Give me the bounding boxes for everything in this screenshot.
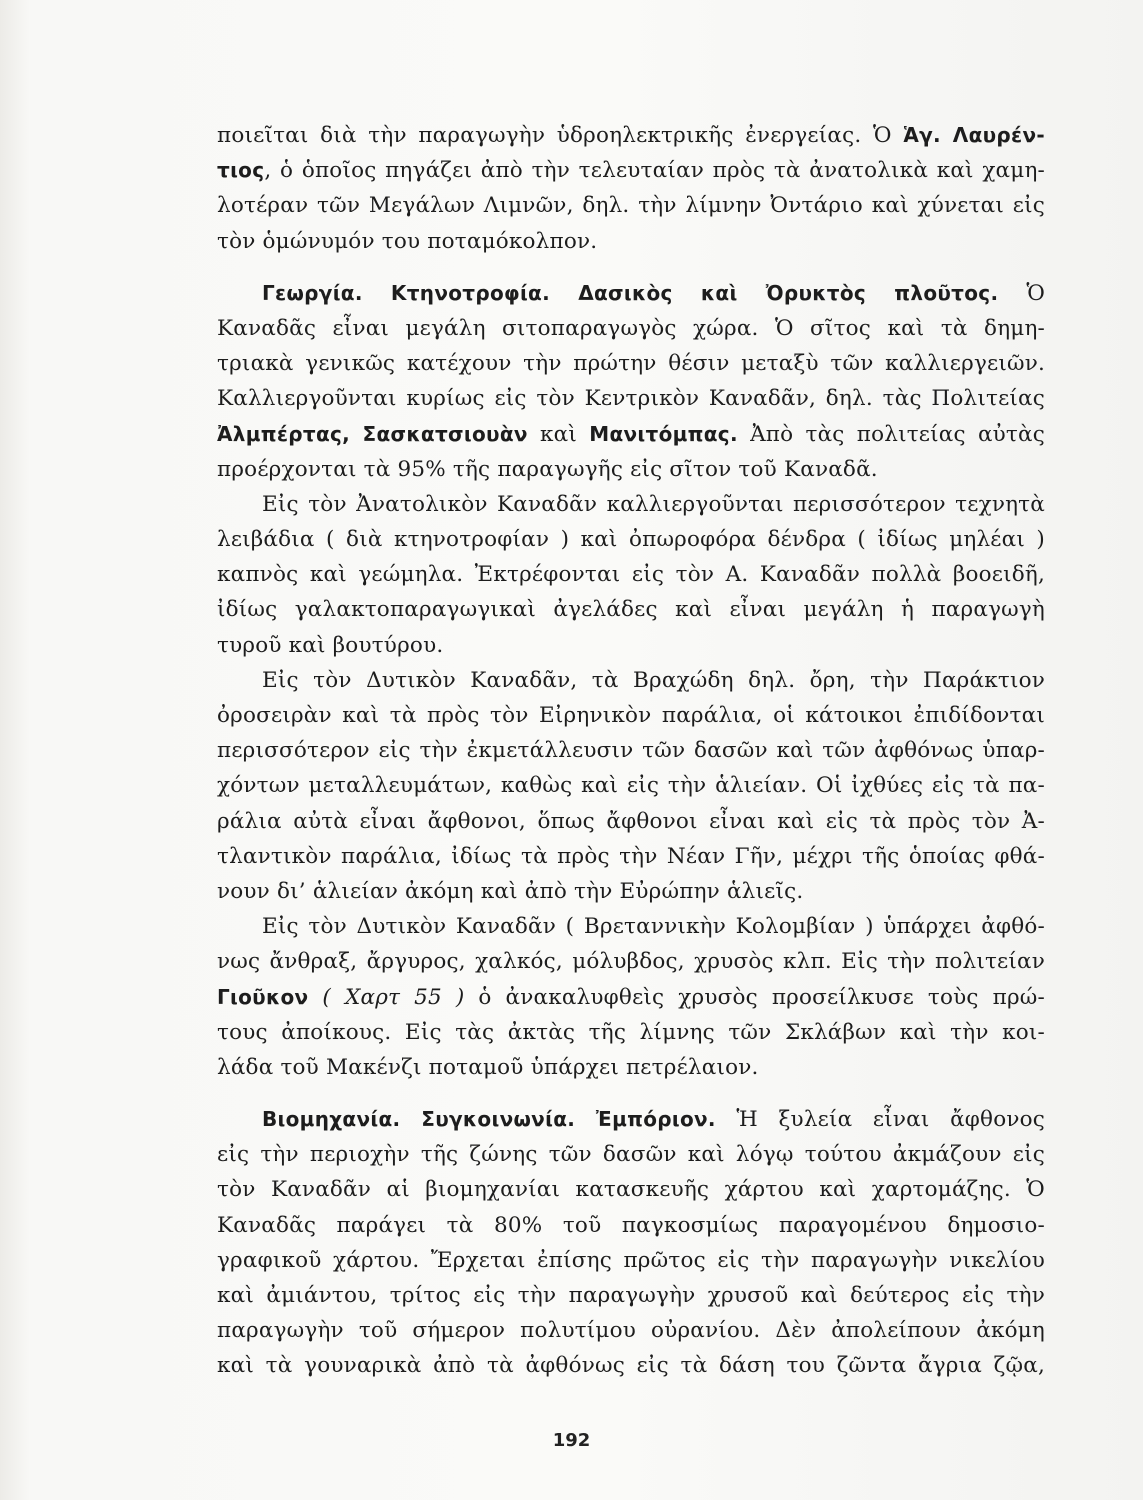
text-line: λειβάδια ( διὰ κτηνοτροφίαν ) καὶ ὀπωροφόρα δένδρα ( ἰδίως μηλέαι ) bbox=[217, 527, 1045, 553]
text-line: γραφικοῦ χάρτου. Ἔρχεται ἐπίσης πρῶτος εἰς τὴν παραγωγὴν νικελίου bbox=[217, 1247, 1045, 1273]
text-line: Καναδᾶς εἶναι μεγάλη σιτοπαραγωγὸς χώρα. Ὁ σῖτος καὶ τὰ δημη- bbox=[217, 315, 1045, 341]
text-line: εἰς τὴν περιοχὴν τῆς ζώνης τῶν δασῶν καὶ λόγῳ τούτου ἀκμάζουν εἰς bbox=[217, 1142, 1045, 1168]
text-line: Εἰς τὸν Δυτικὸν Καναδᾶν, τὰ Βραχώδη δηλ. ὄρη, τὴν Παράκτιον bbox=[262, 667, 1045, 693]
text-line: τὸν Καναδᾶν αἱ βιομηχανίαι κατασκευῆς χάρτου καὶ χαρτομάζης. Ὁ bbox=[217, 1177, 1045, 1203]
text-line: νως ἄνθραξ, ἄργυρος, χαλκός, μόλυβδος, χρυσὸς κλπ. Εἰς τὴν πολιτείαν bbox=[217, 949, 1045, 975]
text-line: ράλια αὐτὰ εἶναι ἄφθονοι, ὅπως ἄφθονοι εἶναι καὶ εἰς τὰ πρὸς τὸν Ἀ- bbox=[217, 808, 1045, 834]
text-line: καὶ τὰ γουναρικὰ ἀπὸ τὰ ἀφθόνως εἰς τὰ δάση του ζῶντα ἄγρια ζῷα, bbox=[217, 1353, 1045, 1379]
section-heading-industry: Βιομηχανία. Συγκοινωνία. Ἐμπόριον. Ἡ ξυλεία εἶναι ἄφθονος bbox=[262, 1107, 1045, 1133]
text-line: χόντων μεταλλευμάτων, καθὼς καὶ εἰς τὴν ἁλιείαν. Οἱ ἰχθύες εἰς τὰ πα- bbox=[217, 773, 1045, 799]
text-line: παραγωγὴν τοῦ σήμερον πολυτίμου οὐρανίου. Δὲν ἀπολείπουν ἀκόμη bbox=[217, 1318, 1045, 1344]
text-line: τυροῦ καὶ βουτύρου. bbox=[217, 632, 444, 658]
text-line: τὸν ὁμώνυμόν του ποταμόκολπον. bbox=[217, 228, 598, 254]
section-heading-agriculture: Γεωργία. Κτηνοτροφία. Δασικὸς καὶ Ὀρυκτὸς πλοῦτος. Ὁ bbox=[262, 280, 1045, 306]
text-line: λάδα τοῦ Μακένζι ποταμοῦ ὑπάρχει πετρέλαιον. bbox=[217, 1054, 759, 1080]
text-line: Εἰς τὸν Δυτικὸν Καναδᾶν ( Βρεταννικὴν Κολομβίαν ) ὑπάρχει ἀφθό- bbox=[262, 914, 1045, 940]
text-line: περισσότερον εἰς τὴν ἐκμετάλλευσιν τῶν δασῶν καὶ τῶν ἀφθόνως ὑπαρ- bbox=[217, 738, 1045, 764]
text-line: τλαντικὸν παράλια, ἰδίως τὰ πρὸς τὴν Νέαν Γῆν, μέχρι τῆς ὁποίας φθά- bbox=[217, 843, 1045, 869]
text-line: λοτέραν τῶν Μεγάλων Λιμνῶν, δηλ. τὴν λίμνην Ὀντάριο καὶ χύνεται εἰς bbox=[217, 193, 1045, 219]
text-line: Καναδᾶς παράγει τὰ 80% τοῦ παγκοσμίως παραγομένου δημοσιο- bbox=[217, 1212, 1045, 1238]
text-line: τους ἀποίκους. Εἰς τὰς ἀκτὰς τῆς λίμνης τῶν Σκλάβων καὶ τὴν κοι- bbox=[217, 1019, 1045, 1045]
text-line: Ἀλμπέρτας, Σασκατσιουὰν καὶ Μανιτόμπας. Ἀπὸ τὰς πολιτείας αὐτὰς bbox=[217, 421, 1045, 447]
text-line: ἰδίως γαλακτοπαραγωγικαὶ ἀγελάδες καὶ εἶναι μεγάλη ἡ παραγωγὴ bbox=[217, 597, 1045, 623]
text-line: Γιοῦκον ( Χαρτ 55 ) ὁ ἀνακαλυφθεὶς χρυσὸς προσείλκυσε τοὺς πρώ- bbox=[217, 984, 1045, 1010]
page-number: 192 bbox=[552, 1430, 591, 1451]
text-line: Καλλιεργοῦνται κυρίως εἰς τὸν Κεντρικὸν Καναδᾶν, δηλ. τὰς Πολιτείας bbox=[217, 386, 1045, 412]
text-line: καὶ ἀμιάντου, τρίτος εἰς τὴν παραγωγὴν χρυσοῦ καὶ δεύτερος εἰς τὴν bbox=[217, 1283, 1045, 1308]
text-line: ὀροσειρὰν καὶ τὰ πρὸς τὸν Εἰρηνικὸν παράλια, οἱ κάτοικοι ἐπιδίδονται bbox=[217, 703, 1045, 728]
text-line: τιος, ὁ ὁποῖος πηγάζει ἀπὸ τὴν τελευταίαν πρὸς τὰ ἀνατολικὰ καὶ χαμη- bbox=[217, 158, 1045, 184]
text-line: νουν δι’ ἁλιείαν ἀκόμη καὶ ἀπὸ τὴν Εὐρώπην ἁλιεῖς. bbox=[217, 878, 804, 904]
text-line: καπνὸς καὶ γεώμηλα. Ἐκτρέφονται εἰς τὸν Α. Καναδᾶν πολλὰ βοοειδῆ, bbox=[217, 562, 1045, 588]
body-text bbox=[217, 118, 1045, 1384]
text-line: προέρχονται τὰ 95% τῆς παραγωγῆς εἰς σῖτον τοῦ Καναδᾶ. bbox=[217, 456, 878, 482]
text-line: Εἰς τὸν Ἀνατολικὸν Καναδᾶν καλλιεργοῦνται περισσότερον τεχνητὰ bbox=[262, 491, 1045, 517]
text-line: ποιεῖται διὰ τὴν παραγωγὴν ὑδροηλεκτρικῆς ἐνεργείας. Ὁ Ἁγ. Λαυρέν- bbox=[217, 123, 1045, 148]
text-line: τριακὰ γενικῶς κατέχουν τὴν πρώτην θέσιν μεταξὺ τῶν καλλιεργειῶν. bbox=[217, 351, 1045, 377]
